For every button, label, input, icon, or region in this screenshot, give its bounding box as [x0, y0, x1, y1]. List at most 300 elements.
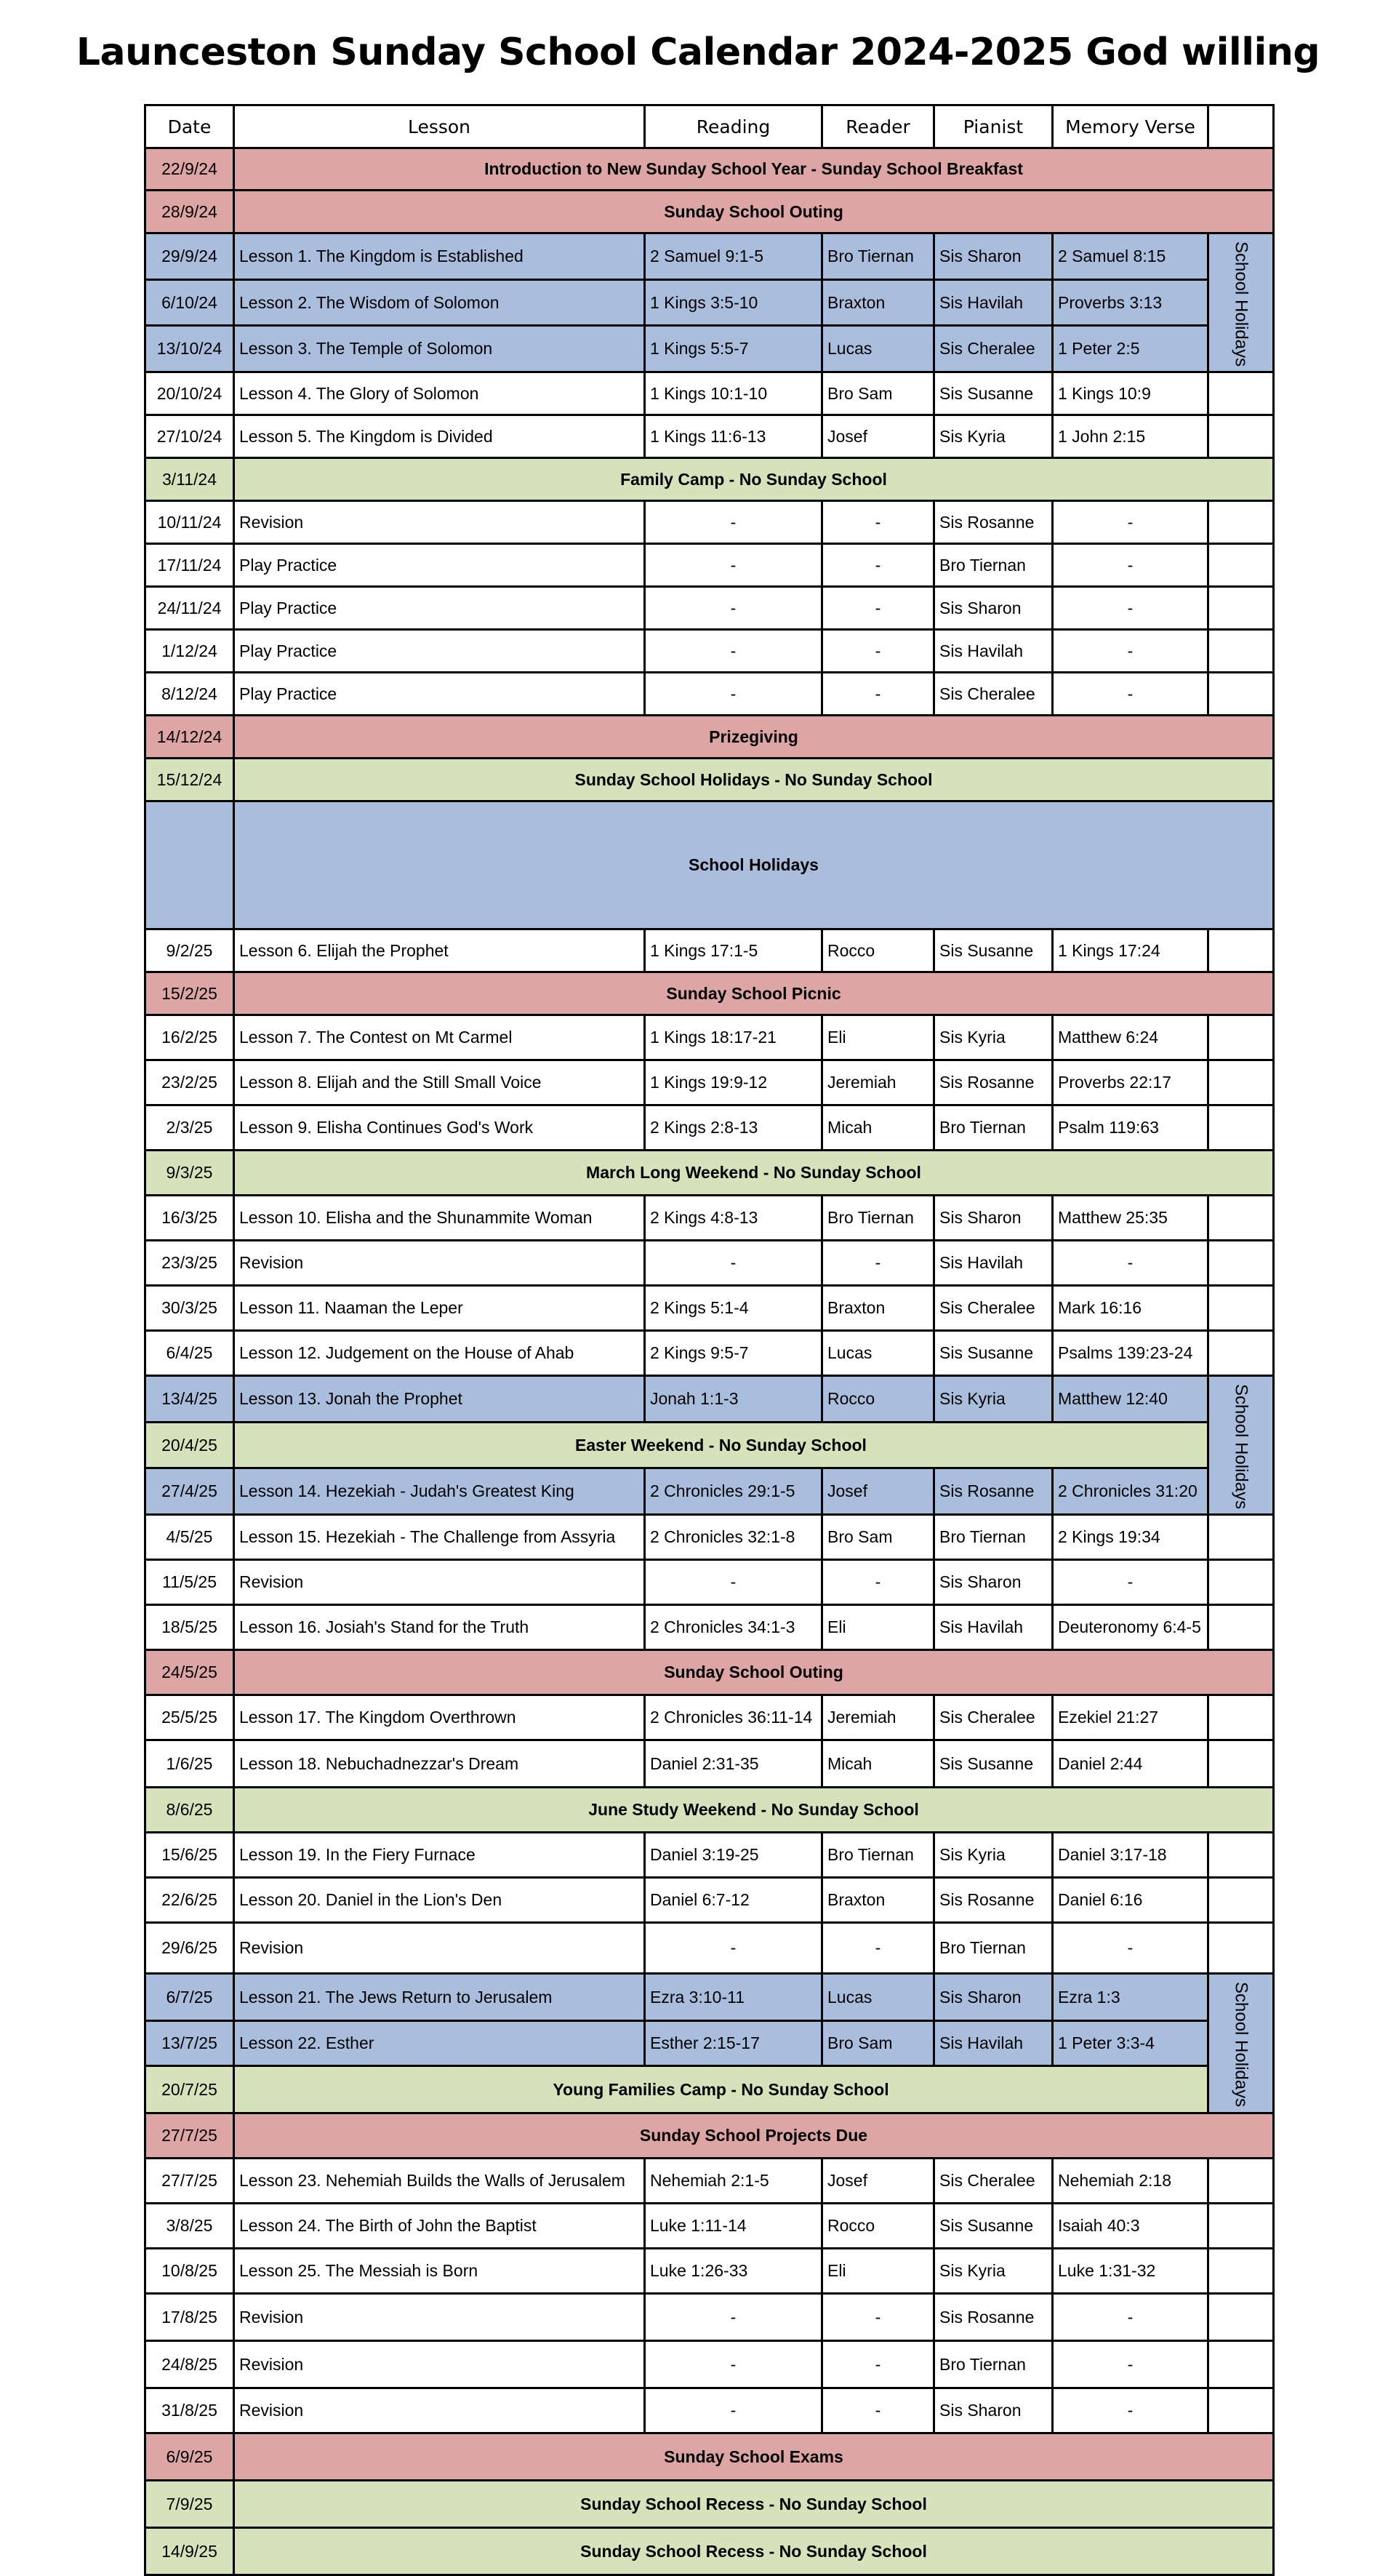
event-row [145, 1650, 1274, 1695]
reading-cell: 1 Kings 19:9-12 [645, 1060, 822, 1105]
reading-cell: 2 Chronicles 29:1-5 [645, 1468, 822, 1515]
memory-verse-cell: 1 Kings 10:9 [1053, 372, 1208, 415]
date-cell: 20/4/25 [145, 1422, 234, 1468]
side-empty-cell [1208, 1105, 1274, 1151]
lesson-row [145, 1740, 1274, 1788]
reader-cell: Rocco [822, 1376, 934, 1423]
lesson-cell: Lesson 14. Hezekiah - Judah's Greatest King [234, 1468, 645, 1515]
reading-cell: - [645, 1241, 822, 1286]
pianist-cell: Sis Kyria [934, 1015, 1053, 1060]
memory-verse-cell: - [1053, 1923, 1208, 1974]
pianist-cell: Sis Rosanne [934, 1060, 1053, 1105]
lesson-cell: Lesson 6. Elijah the Prophet [234, 929, 645, 972]
side-empty-cell [1208, 1923, 1274, 1974]
date-cell [145, 801, 234, 929]
date-cell: 15/2/25 [145, 972, 234, 1015]
date-cell: 4/5/25 [145, 1515, 234, 1560]
lesson-row [145, 1695, 1274, 1740]
lesson-row [145, 1878, 1274, 1923]
reading-cell: Esther 2:15-17 [645, 2021, 822, 2066]
memory-verse-cell: Ezra 1:3 [1053, 1974, 1208, 2021]
header-reader: Reader [822, 105, 934, 148]
side-empty-cell [1208, 415, 1274, 458]
event-row [145, 972, 1274, 1015]
lesson-cell: Play Practice [234, 630, 645, 673]
pianist-cell: Sis Havilah [934, 1605, 1053, 1650]
memory-verse-cell: 2 Chronicles 31:20 [1053, 1468, 1208, 1515]
reader-cell: Braxton [822, 1878, 934, 1923]
lesson-row [145, 1196, 1274, 1241]
pianist-cell: Sis Rosanne [934, 1468, 1053, 1515]
date-cell: 6/10/24 [145, 279, 234, 326]
lesson-row [145, 1241, 1274, 1286]
lesson-row [145, 1105, 1274, 1151]
memory-verse-cell: - [1053, 2341, 1208, 2388]
lesson-cell: Lesson 16. Josiah's Stand for the Truth [234, 1605, 645, 1650]
memory-verse-cell: Psalm 119:63 [1053, 1105, 1208, 1151]
side-empty-cell [1208, 1515, 1274, 1560]
reading-cell: Ezra 3:10-11 [645, 1974, 822, 2021]
event-row [145, 148, 1274, 191]
date-cell: 15/6/25 [145, 1833, 234, 1878]
event-cell: Introduction to New Sunday School Year - Sunday School Breakfast [234, 148, 1274, 191]
date-cell: 17/11/24 [145, 544, 234, 587]
pianist-cell: Sis Kyria [934, 415, 1053, 458]
date-cell: 22/9/24 [145, 148, 234, 191]
reading-cell: - [645, 2341, 822, 2388]
event-cell: June Study Weekend - No Sunday School [234, 1788, 1274, 1833]
reader-cell: Bro Sam [822, 372, 934, 415]
event-row [145, 458, 1274, 501]
event-cell: Young Families Camp - No Sunday School [234, 2066, 1208, 2113]
lesson-row [145, 1286, 1274, 1331]
lesson-row [145, 501, 1274, 544]
lesson-row [145, 1376, 1274, 1423]
side-empty-cell [1208, 587, 1274, 630]
event-cell: Family Camp - No Sunday School [234, 458, 1274, 501]
pianist-cell: Sis Susanne [934, 1331, 1053, 1376]
reader-cell: Bro Tiernan [822, 233, 934, 280]
reading-cell: Luke 1:26-33 [645, 2249, 822, 2294]
side-empty-cell [1208, 2204, 1274, 2249]
reading-cell: 1 Kings 10:1-10 [645, 372, 822, 415]
side-empty-cell [1208, 2341, 1274, 2388]
date-cell: 27/10/24 [145, 415, 234, 458]
date-cell: 29/9/24 [145, 233, 234, 280]
date-cell: 31/8/25 [145, 2388, 234, 2433]
pianist-cell: Sis Sharon [934, 233, 1053, 280]
reading-cell: - [645, 2388, 822, 2433]
pianist-cell: Sis Susanne [934, 372, 1053, 415]
lesson-row [145, 630, 1274, 673]
lesson-cell: Revision [234, 1923, 645, 1974]
date-cell: 18/5/25 [145, 1605, 234, 1650]
lesson-cell: Lesson 22. Esther [234, 2021, 645, 2066]
event-row [145, 2113, 1274, 2159]
lesson-row [145, 415, 1274, 458]
lesson-row [145, 544, 1274, 587]
memory-verse-cell: Deuteronomy 6:4-5 [1053, 1605, 1208, 1650]
reading-cell: 2 Samuel 9:1-5 [645, 233, 822, 280]
memory-verse-cell: - [1053, 1560, 1208, 1605]
reader-cell: - [822, 544, 934, 587]
lesson-row [145, 2249, 1274, 2294]
side-empty-cell [1208, 1241, 1274, 1286]
date-cell: 11/5/25 [145, 1560, 234, 1605]
side-empty-cell [1208, 1560, 1274, 1605]
lesson-row [145, 1974, 1274, 2021]
side-empty-cell [1208, 1833, 1274, 1878]
lesson-row [145, 1331, 1274, 1376]
lesson-row [145, 1515, 1274, 1560]
date-cell: 14/9/25 [145, 2528, 234, 2575]
event-cell: Prizegiving [234, 716, 1274, 759]
memory-verse-cell: Daniel 2:44 [1053, 1740, 1208, 1788]
reading-cell: - [645, 673, 822, 716]
lesson-row [145, 1605, 1274, 1650]
page-title: Launceston Sunday School Calendar 2024-2025 God willing [76, 31, 1320, 74]
lesson-cell: Play Practice [234, 673, 645, 716]
lesson-cell: Lesson 9. Elisha Continues God's Work [234, 1105, 645, 1151]
lesson-row [145, 2341, 1274, 2388]
date-cell: 13/7/25 [145, 2021, 234, 2066]
pianist-cell: Bro Tiernan [934, 1105, 1053, 1151]
side-empty-cell [1208, 1015, 1274, 1060]
side-empty-cell [1208, 2249, 1274, 2294]
lesson-row [145, 929, 1274, 972]
lesson-cell: Lesson 20. Daniel in the Lion's Den [234, 1878, 645, 1923]
side-empty-cell [1208, 372, 1274, 415]
lesson-cell: Lesson 15. Hezekiah - The Challenge from Assyria [234, 1515, 645, 1560]
memory-verse-cell: Luke 1:31-32 [1053, 2249, 1208, 2294]
date-cell: 27/7/25 [145, 2113, 234, 2159]
side-empty-cell [1208, 630, 1274, 673]
reader-cell: - [822, 2341, 934, 2388]
reading-cell: Daniel 2:31-35 [645, 1740, 822, 1788]
memory-verse-cell: Matthew 12:40 [1053, 1376, 1208, 1423]
lesson-cell: Lesson 24. The Birth of John the Baptist [234, 2204, 645, 2249]
side-empty-cell [1208, 501, 1274, 544]
reading-cell: 2 Kings 4:8-13 [645, 1196, 822, 1241]
reading-cell: 2 Chronicles 36:11-14 [645, 1695, 822, 1740]
date-cell: 22/6/25 [145, 1878, 234, 1923]
side-empty-cell [1208, 1605, 1274, 1650]
side-label-text: School Holidays [1231, 1384, 1251, 1510]
event-cell: March Long Weekend - No Sunday School [234, 1151, 1274, 1196]
date-cell: 3/11/24 [145, 458, 234, 501]
date-cell: 24/11/24 [145, 587, 234, 630]
side-label-text: School Holidays [1231, 1982, 1251, 2108]
reading-cell: 2 Kings 9:5-7 [645, 1331, 822, 1376]
reading-cell: 2 Kings 2:8-13 [645, 1105, 822, 1151]
lesson-cell: Lesson 1. The Kingdom is Established [234, 233, 645, 280]
reader-cell: Rocco [822, 2204, 934, 2249]
memory-verse-cell: Isaiah 40:3 [1053, 2204, 1208, 2249]
lesson-cell: Lesson 2. The Wisdom of Solomon [234, 279, 645, 326]
header-memory-verse: Memory Verse [1053, 105, 1208, 148]
reading-cell: 1 Kings 18:17-21 [645, 1015, 822, 1060]
reading-cell: - [645, 544, 822, 587]
event-cell: Sunday School Picnic [234, 972, 1274, 1015]
pianist-cell: Sis Havilah [934, 630, 1053, 673]
date-cell: 6/9/25 [145, 2433, 234, 2481]
event-row [145, 801, 1274, 929]
reader-cell: Lucas [822, 1974, 934, 2021]
lesson-row [145, 2294, 1274, 2341]
date-cell: 27/7/25 [145, 2159, 234, 2204]
date-cell: 23/2/25 [145, 1060, 234, 1105]
memory-verse-cell: 1 Peter 2:5 [1053, 326, 1208, 372]
date-cell: 10/8/25 [145, 2249, 234, 2294]
reading-cell: Daniel 3:19-25 [645, 1833, 822, 1878]
reading-cell: Nehemiah 2:1-5 [645, 2159, 822, 2204]
pianist-cell: Bro Tiernan [934, 1923, 1053, 1974]
memory-verse-cell: - [1053, 544, 1208, 587]
header-pianist: Pianist [934, 105, 1053, 148]
side-empty-cell [1208, 1878, 1274, 1923]
date-cell: 6/4/25 [145, 1331, 234, 1376]
header-lesson: Lesson [234, 105, 645, 148]
lesson-cell: Lesson 18. Nebuchadnezzar's Dream [234, 1740, 645, 1788]
lesson-cell: Play Practice [234, 587, 645, 630]
lesson-cell: Revision [234, 2388, 645, 2433]
lesson-row [145, 1833, 1274, 1878]
side-empty-cell [1208, 1331, 1274, 1376]
date-cell: 20/10/24 [145, 372, 234, 415]
lesson-row [145, 2388, 1274, 2433]
reading-cell: 2 Chronicles 34:1-3 [645, 1605, 822, 1650]
reader-cell: Eli [822, 1605, 934, 1650]
date-cell: 9/3/25 [145, 1151, 234, 1196]
event-cell: Easter Weekend - No Sunday School [234, 1422, 1208, 1468]
reader-cell: Jeremiah [822, 1060, 934, 1105]
reading-cell: 1 Kings 11:6-13 [645, 415, 822, 458]
event-row [145, 1151, 1274, 1196]
lesson-row [145, 279, 1274, 326]
reading-cell: 1 Kings 5:5-7 [645, 326, 822, 372]
reader-cell: - [822, 501, 934, 544]
lesson-cell: Lesson 11. Naaman the Leper [234, 1286, 645, 1331]
lesson-row [145, 2159, 1274, 2204]
date-cell: 16/3/25 [145, 1196, 234, 1241]
reader-cell: Jeremiah [822, 1695, 934, 1740]
reader-cell: Micah [822, 1740, 934, 1788]
event-cell: Sunday School Recess - No Sunday School [234, 2481, 1274, 2528]
lesson-cell: Lesson 21. The Jews Return to Jerusalem [234, 1974, 645, 2021]
pianist-cell: Sis Susanne [934, 1740, 1053, 1788]
header-date: Date [145, 105, 234, 148]
header-side [1208, 105, 1274, 148]
date-cell: 13/4/25 [145, 1376, 234, 1423]
pianist-cell: Bro Tiernan [934, 1515, 1053, 1560]
event-cell: School Holidays [234, 801, 1274, 929]
reader-cell: Bro Tiernan [822, 1196, 934, 1241]
pianist-cell: Sis Sharon [934, 2388, 1053, 2433]
memory-verse-cell: Ezekiel 21:27 [1053, 1695, 1208, 1740]
event-row [145, 2433, 1274, 2481]
date-cell: 16/2/25 [145, 1015, 234, 1060]
side-empty-cell [1208, 2294, 1274, 2341]
reading-cell: 2 Chronicles 32:1-8 [645, 1515, 822, 1560]
memory-verse-cell: Psalms 139:23-24 [1053, 1331, 1208, 1376]
date-cell: 25/5/25 [145, 1695, 234, 1740]
lesson-row [145, 673, 1274, 716]
reader-cell: Braxton [822, 1286, 934, 1331]
memory-verse-cell: Proverbs 3:13 [1053, 279, 1208, 326]
memory-verse-cell: - [1053, 673, 1208, 716]
date-cell: 8/6/25 [145, 1788, 234, 1833]
reader-cell: - [822, 630, 934, 673]
reading-cell: - [645, 630, 822, 673]
date-cell: 7/9/25 [145, 2481, 234, 2528]
reading-cell: 1 Kings 17:1-5 [645, 929, 822, 972]
memory-verse-cell: 1 Peter 3:3-4 [1053, 2021, 1208, 2066]
reading-cell: - [645, 1560, 822, 1605]
memory-verse-cell: 2 Kings 19:34 [1053, 1515, 1208, 1560]
event-row [145, 2066, 1274, 2113]
pianist-cell: Sis Sharon [934, 1560, 1053, 1605]
date-cell: 30/3/25 [145, 1286, 234, 1331]
memory-verse-cell: Nehemiah 2:18 [1053, 2159, 1208, 2204]
date-cell: 27/4/25 [145, 1468, 234, 1515]
date-cell: 9/2/25 [145, 929, 234, 972]
date-cell: 3/8/25 [145, 2204, 234, 2249]
date-cell: 10/11/24 [145, 501, 234, 544]
side-empty-cell [1208, 1286, 1274, 1331]
calendar-table [144, 104, 1275, 2576]
date-cell: 17/8/25 [145, 2294, 234, 2341]
reader-cell: - [822, 1560, 934, 1605]
date-cell: 1/12/24 [145, 630, 234, 673]
lesson-cell: Lesson 19. In the Fiery Furnace [234, 1833, 645, 1878]
memory-verse-cell: - [1053, 2388, 1208, 2433]
date-cell: 24/8/25 [145, 2341, 234, 2388]
lesson-cell: Lesson 17. The Kingdom Overthrown [234, 1695, 645, 1740]
pianist-cell: Sis Rosanne [934, 1878, 1053, 1923]
side-empty-cell [1208, 1740, 1274, 1788]
lesson-row [145, 2204, 1274, 2249]
lesson-cell: Lesson 25. The Messiah is Born [234, 2249, 645, 2294]
event-row [145, 191, 1274, 233]
lesson-row [145, 1923, 1274, 1974]
event-cell: Sunday School Outing [234, 1650, 1274, 1695]
side-empty-cell [1208, 1060, 1274, 1105]
lesson-cell: Lesson 12. Judgement on the House of Ahab [234, 1331, 645, 1376]
reader-cell: - [822, 587, 934, 630]
side-label-text: School Holidays [1231, 241, 1251, 367]
memory-verse-cell: Matthew 6:24 [1053, 1015, 1208, 1060]
event-row [145, 759, 1274, 801]
event-cell: Sunday School Holidays - No Sunday School [234, 759, 1274, 801]
date-cell: 8/12/24 [145, 673, 234, 716]
event-cell: Sunday School Recess - No Sunday School [234, 2528, 1274, 2575]
pianist-cell: Sis Havilah [934, 279, 1053, 326]
memory-verse-cell: 1 John 2:15 [1053, 415, 1208, 458]
reader-cell: - [822, 2294, 934, 2341]
reading-cell: Jonah 1:1-3 [645, 1376, 822, 1423]
memory-verse-cell: 2 Samuel 8:15 [1053, 233, 1208, 280]
reader-cell: - [822, 673, 934, 716]
memory-verse-cell: - [1053, 630, 1208, 673]
school-holidays-side-label [1208, 1974, 1274, 2113]
date-cell: 14/12/24 [145, 716, 234, 759]
calendar-body [145, 148, 1274, 2575]
side-empty-cell [1208, 1695, 1274, 1740]
reader-cell: - [822, 1923, 934, 1974]
memory-verse-cell: Matthew 25:35 [1053, 1196, 1208, 1241]
reader-cell: Braxton [822, 279, 934, 326]
reader-cell: Josef [822, 2159, 934, 2204]
memory-verse-cell: Mark 16:16 [1053, 1286, 1208, 1331]
pianist-cell: Sis Havilah [934, 2021, 1053, 2066]
reading-cell: - [645, 2294, 822, 2341]
reader-cell: Lucas [822, 326, 934, 372]
event-row [145, 2481, 1274, 2528]
reading-cell: - [645, 587, 822, 630]
pianist-cell: Bro Tiernan [934, 2341, 1053, 2388]
reader-cell: - [822, 2388, 934, 2433]
date-cell: 23/3/25 [145, 1241, 234, 1286]
memory-verse-cell: - [1053, 501, 1208, 544]
side-empty-cell [1208, 673, 1274, 716]
reader-cell: Josef [822, 415, 934, 458]
reading-cell: - [645, 1923, 822, 1974]
lesson-row [145, 1560, 1274, 1605]
reading-cell: 2 Kings 5:1-4 [645, 1286, 822, 1331]
reading-cell: - [645, 501, 822, 544]
school-holidays-side-label [1208, 233, 1274, 372]
lesson-cell: Revision [234, 1560, 645, 1605]
pianist-cell: Sis Cheralee [934, 2159, 1053, 2204]
pianist-cell: Sis Sharon [934, 1196, 1053, 1241]
reading-cell: Daniel 6:7-12 [645, 1878, 822, 1923]
memory-verse-cell: - [1053, 2294, 1208, 2341]
memory-verse-cell: 1 Kings 17:24 [1053, 929, 1208, 972]
reader-cell: Rocco [822, 929, 934, 972]
date-cell: 29/6/25 [145, 1923, 234, 1974]
date-cell: 2/3/25 [145, 1105, 234, 1151]
event-cell: Sunday School Projects Due [234, 2113, 1274, 2159]
date-cell: 6/7/25 [145, 1974, 234, 2021]
pianist-cell: Sis Kyria [934, 1376, 1053, 1423]
pianist-cell: Sis Susanne [934, 929, 1053, 972]
memory-verse-cell: Proverbs 22:17 [1053, 1060, 1208, 1105]
reader-cell: Eli [822, 1015, 934, 1060]
event-row [145, 1422, 1274, 1468]
pianist-cell: Sis Cheralee [934, 1286, 1053, 1331]
pianist-cell: Sis Kyria [934, 1833, 1053, 1878]
date-cell: 15/12/24 [145, 759, 234, 801]
date-cell: 13/10/24 [145, 326, 234, 372]
reader-cell: Eli [822, 2249, 934, 2294]
side-empty-cell [1208, 2159, 1274, 2204]
memory-verse-cell: Daniel 6:16 [1053, 1878, 1208, 1923]
reader-cell: Bro Sam [822, 1515, 934, 1560]
event-cell: Sunday School Outing [234, 191, 1274, 233]
lesson-cell: Lesson 13. Jonah the Prophet [234, 1376, 645, 1423]
side-empty-cell [1208, 544, 1274, 587]
lesson-cell: Lesson 10. Elisha and the Shunammite Woman [234, 1196, 645, 1241]
pianist-cell: Bro Tiernan [934, 544, 1053, 587]
lesson-cell: Lesson 7. The Contest on Mt Carmel [234, 1015, 645, 1060]
reading-cell: 1 Kings 3:5-10 [645, 279, 822, 326]
date-cell: 24/5/25 [145, 1650, 234, 1695]
memory-verse-cell: - [1053, 587, 1208, 630]
memory-verse-cell: Daniel 3:17-18 [1053, 1833, 1208, 1878]
reading-cell: Luke 1:11-14 [645, 2204, 822, 2249]
school-holidays-side-label [1208, 1376, 1274, 1515]
lesson-cell: Revision [234, 1241, 645, 1286]
